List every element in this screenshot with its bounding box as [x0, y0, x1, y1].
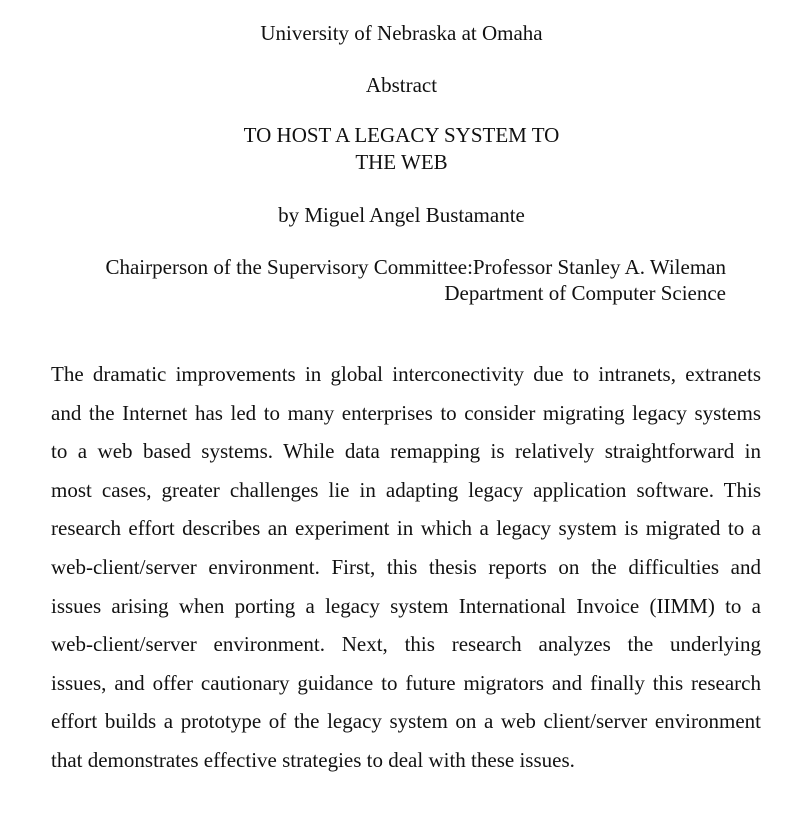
author-byline: by Miguel Angel Bustamante [278, 203, 525, 227]
document-title [0, 122, 803, 176]
abstract-line: effort builds a prototype of the legacy system on a web client/server environment [51, 709, 761, 734]
title-line-1: TO HOST A LEGACY SYSTEM TO [243, 123, 560, 147]
abstract-line: most cases, greater challenges lie in adapting legacy application software. This [51, 477, 761, 502]
abstract-line: web-client/server environment. First, this thesis reports on the difficulties and [51, 554, 761, 579]
abstract-line: to a web based systems. While data remapping is relatively straightforward in [51, 439, 761, 464]
abstract-line: The dramatic improvements in global interconectivity due to intranets, extranets [51, 362, 761, 386]
committee-department: Department of Computer Science [444, 281, 726, 305]
abstract-line: issues, and offer cautionary guidance to future migrators and finally this research [51, 670, 761, 695]
committee-chair: Chairperson of the Supervisory Committee:Professor Stanley A. Wileman [105, 255, 726, 279]
institution-name: University of Nebraska at Omaha [260, 21, 543, 45]
section-heading: Abstract [365, 73, 438, 97]
abstract-line: and the Internet has led to many enterprises to consider migrating legacy systems [51, 400, 761, 425]
committee-block [40, 254, 726, 306]
abstract-line: issues arising when porting a legacy system International Invoice (IIMM) to a [51, 593, 761, 618]
title-line-2: THE WEB [355, 150, 448, 174]
abstract-line: web-client/server environment. Next, this research analyzes the underlying [51, 632, 761, 657]
abstract-body [51, 355, 761, 780]
abstract-line: research effort describes an experiment in which a legacy system is migrated to a [51, 516, 761, 541]
abstract-line: that demonstrates effective strategies to deal with these issues. [51, 747, 575, 772]
